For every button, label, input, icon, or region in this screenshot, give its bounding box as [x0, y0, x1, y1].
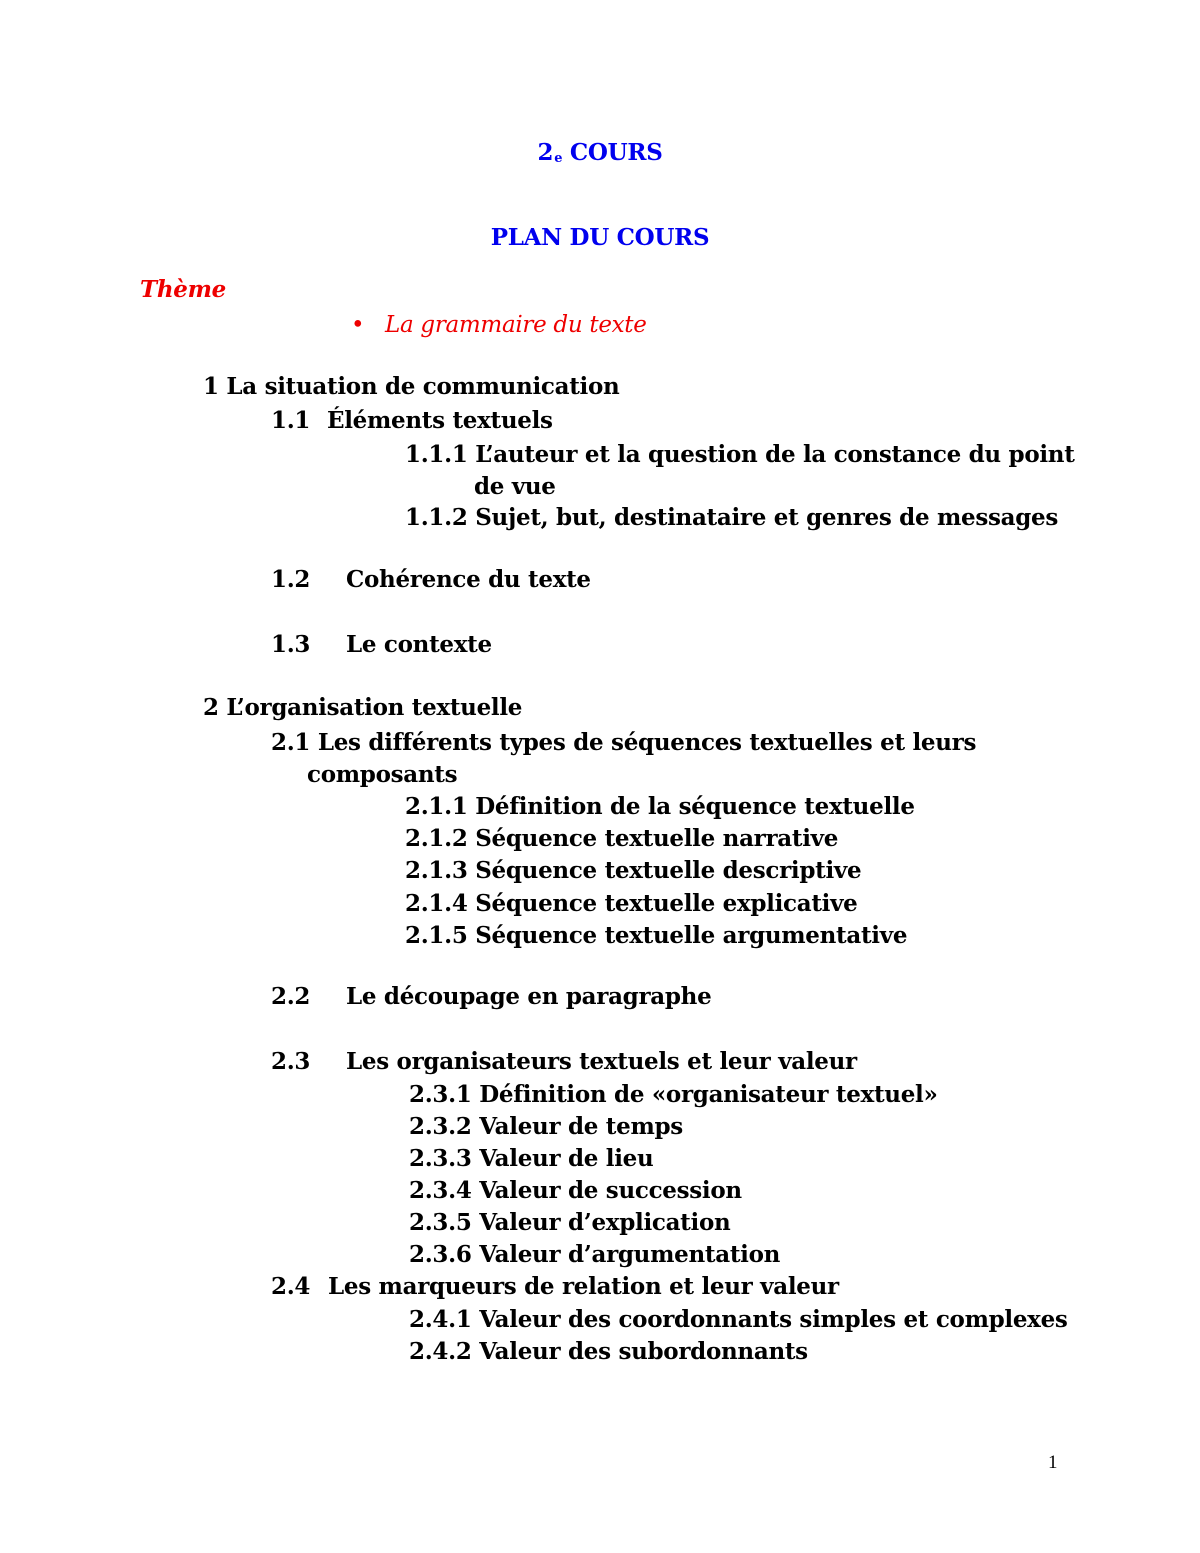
section-2-3-number: 2.3	[271, 1048, 311, 1075]
section-2-3-3: 2.3.3 Valeur de lieu	[409, 1145, 654, 1172]
section-2-2-number: 2.2	[271, 983, 311, 1010]
section-1-1-text: Éléments textuels	[327, 407, 553, 434]
section-1-1	[271, 406, 553, 436]
section-2-4	[271, 1272, 839, 1302]
course-word: COURS	[569, 139, 663, 166]
section-1-2	[271, 565, 591, 595]
section-2-1-4: 2.1.4 Séquence textuelle explicative	[405, 890, 858, 917]
section-2-3-5: 2.3.5 Valeur d’explication	[409, 1209, 731, 1236]
section-2-1-1: 2.1.1 Définition de la séquence textuelle	[405, 793, 915, 820]
course-number-title	[0, 138, 1200, 174]
section-2-1-2: 2.1.2 Séquence textuelle narrative	[405, 825, 839, 852]
section-2-2-text: Le découpage en paragraphe	[346, 983, 712, 1010]
section-2-4-1: 2.4.1 Valeur des coordonnants simples et complexes	[409, 1306, 1068, 1333]
section-1-3-number: 1.3	[271, 631, 311, 658]
section-1-1-1-continued: de vue	[474, 473, 556, 500]
section-2-heading: 2 L’organisation textuelle	[203, 694, 523, 721]
section-2-4-text: Les marqueurs de relation et leur valeur	[328, 1273, 839, 1300]
theme-label: Thème	[140, 276, 226, 303]
section-1-3-text: Le contexte	[346, 631, 492, 658]
section-2-1-5: 2.1.5 Séquence textuelle argumentative	[405, 922, 908, 949]
section-2-3-text: Les organisateurs textuels et leur valeur	[346, 1048, 857, 1075]
section-1-heading: 1 La situation de communication	[203, 373, 620, 400]
section-1-2-number: 1.2	[271, 566, 311, 593]
course-number: 2	[537, 139, 554, 166]
section-2-4-number: 2.4	[271, 1273, 311, 1300]
theme-item-text: La grammaire du texte	[385, 312, 647, 338]
plan-title: PLAN DU COURS	[490, 224, 710, 251]
section-2-3-4: 2.3.4 Valeur de succession	[409, 1177, 742, 1204]
section-2-3-1: 2.3.1 Définition de «organisateur textuel»	[409, 1081, 938, 1108]
section-2-3	[271, 1047, 857, 1077]
section-2-3-6: 2.3.6 Valeur d’argumentation	[409, 1241, 781, 1268]
section-1-1-1: 1.1.1 L’auteur et la question de la constance du point	[405, 441, 1075, 468]
section-1-1-number: 1.1	[271, 407, 311, 434]
section-2-1-continued: composants	[307, 761, 458, 788]
section-2-4-2: 2.4.2 Valeur des subordonnants	[409, 1338, 808, 1365]
section-1-2-text: Cohérence du texte	[346, 566, 591, 593]
course-number-suffix: e	[554, 151, 563, 166]
section-2-2	[271, 982, 711, 1012]
page-number: 1	[1048, 1452, 1058, 1473]
section-1-3	[271, 630, 492, 660]
theme-item	[351, 310, 647, 340]
section-2-1: 2.1 Les différents types de séquences textuelles et leurs	[271, 729, 977, 756]
bullet-icon: •	[351, 312, 365, 338]
section-2-3-2: 2.3.2 Valeur de temps	[409, 1113, 683, 1140]
section-2-1-3: 2.1.3 Séquence textuelle descriptive	[405, 857, 862, 884]
section-1-1-2: 1.1.2 Sujet, but, destinataire et genres de messages	[405, 504, 1059, 531]
